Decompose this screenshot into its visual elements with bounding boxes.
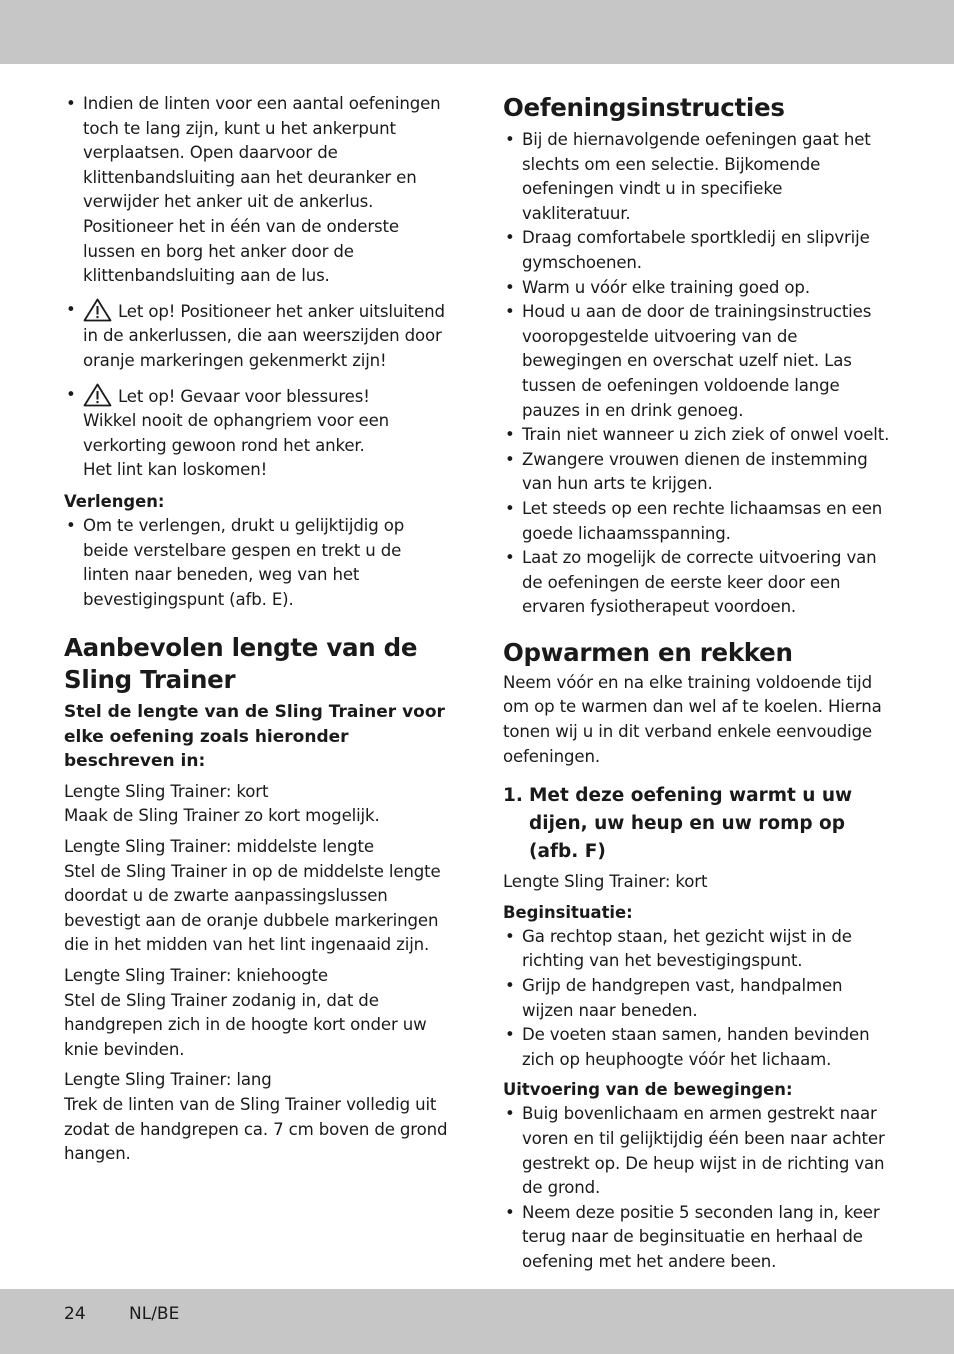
exercise-title-text: Met deze oefening warmt u uw dijen, uw heup en uw romp op (afb. F)	[529, 785, 853, 863]
anchor-bullets	[64, 92, 448, 289]
list-item: • Om te verlengen, drukt u gelijktijdig op beide verstelbare gespen en trekt u de linten naar beneden, weg van het bevestigingspunt (afb. E).	[64, 514, 448, 612]
exercise-length: Lengte Sling Trainer: kort	[503, 872, 708, 892]
list-item: • Laat zo mogelijk de correcte uitvoering van de oefeningen de eerste keer door een ervaren fysiotherapeut voordoen.	[503, 546, 895, 620]
length-label: Lengte Sling Trainer: kort	[64, 781, 269, 801]
list-item: • Bij de hiernavolgende oefeningen gaat het slechts om een selectie. Bijkomende oefeningen vindt u in specifieke vakliteratuur.	[503, 128, 895, 226]
verlengen-bullets	[64, 514, 448, 612]
section-title-instructions: Oefeningsinstructies	[503, 93, 785, 122]
warning-line-1: Let op! Gevaar voor blessures!	[118, 386, 370, 406]
list-item: • Neem deze positie 5 seconden lang in, keer terug naar de beginsituatie en herhaal de oefening met het andere been.	[503, 1201, 895, 1275]
list-item: • Houd u aan de door de trainingsinstructies vooropgestelde uitvoering van de bewegingen en overschat uzelf niet. Las tussen de oefeningen voldoende lange pauzes in en drink genoeg.	[503, 300, 895, 423]
warning-triangle-icon	[83, 298, 112, 322]
list-item: • Train niet wanneer u zich ziek of onwel voelt.	[503, 423, 895, 448]
length-block-knee	[64, 964, 448, 1062]
warning-list	[64, 298, 448, 374]
list-item: • Draag comfortabele sportkledij en slipvrije gymschoenen.	[503, 226, 895, 275]
section-title-warmup: Opwarmen en rekken	[503, 637, 793, 667]
verlengen-heading: Verlengen:	[64, 491, 165, 511]
warning-line-2: Wikkel nooit de ophangriem voor een verkorting gewoon rond het anker.	[83, 411, 390, 455]
length-text: Maak de Sling Trainer zo kort mogelijk.	[64, 806, 380, 826]
warning-item-1	[64, 298, 448, 374]
length-label: Lengte Sling Trainer: lang	[64, 1070, 272, 1090]
right-column	[503, 92, 895, 1275]
warning-line-3: Het lint kan loskomen!	[83, 460, 268, 480]
list-item: • Warm u vóór elke training goed op.	[503, 276, 895, 301]
instructions-bullets	[503, 128, 895, 620]
exercise-number: 1.	[503, 785, 523, 807]
list-item: • Indien de linten voor een aantal oefeningen toch te lang zijn, kunt u het ankerpunt verplaatsen. Open daarvoor de klittenbandsluiting aan het deuranker en verwijder het anker uit de ankerlus. Positioneer het in één van de onderste lussen en borg het anker door de klittenbandsluiting aan de lus.	[64, 92, 448, 289]
section-lead: Stel de lengte van de Sling Trainer voor elke oefening zoals hieronder beschreven in:	[64, 702, 445, 772]
language-code: NL/BE	[129, 1304, 180, 1324]
list-item: • Zwangere vrouwen dienen de instemming van hun arts te krijgen.	[503, 448, 895, 497]
start-bullets	[503, 925, 895, 1073]
length-block-short	[64, 780, 448, 829]
exercise-title	[503, 782, 895, 866]
list-item: • Grijp de handgrepen vast, handpalmen wijzen naar beneden.	[503, 974, 895, 1023]
warmup-text: Neem vóór en na elke training voldoende tijd om op te warmen dan wel af te koelen. Hierna tonen wij u in dit verband enkele eenvoudige oefeningen.	[503, 672, 882, 766]
list-item: • Let steeds op een rechte lichaamsas en een goede lichaamsspanning.	[503, 497, 895, 546]
list-item: • Buig bovenlichaam en armen gestrekt naar voren en til gelijktijdig één been naar achter gestrekt op. De heup wijst in de richting van de grond.	[503, 1102, 895, 1200]
warning-item-2	[64, 383, 448, 483]
left-column	[64, 92, 448, 1167]
length-block-middle	[64, 835, 448, 958]
exec-heading: Uitvoering van de bewegingen:	[503, 1080, 793, 1100]
length-text: Stel de Sling Trainer in op de middelste lengte doordat u de zwarte aanpassingslussen bevestigt aan de oranje dubbele markeringen die in het midden van het lint ingenaaid zijn.	[64, 861, 441, 955]
length-label: Lengte Sling Trainer: kniehoogte	[64, 965, 328, 985]
list-item: • Ga rechtop staan, het gezicht wijst in de richting van het bevestigingspunt.	[503, 925, 895, 974]
list-item: • De voeten staan samen, handen bevinden zich op heuphoogte vóór het lichaam.	[503, 1023, 895, 1072]
header-bar	[0, 0, 954, 64]
length-label: Lengte Sling Trainer: middelste lengte	[64, 836, 374, 856]
start-heading: Beginsituatie:	[503, 902, 633, 922]
length-block-long	[64, 1068, 448, 1166]
page-number: 24	[64, 1304, 86, 1324]
length-text: Trek de linten van de Sling Trainer volledig uit zodat de handgrepen ca. 7 cm boven de grond hangen.	[64, 1094, 448, 1164]
section-title-length: Aanbevolen lengte van de Sling Trainer	[64, 633, 418, 695]
warning-text-1: Let op! Positioneer het anker uitsluitend in de ankerlussen, die aan weerszijden door oranje markeringen gekenmerkt zijn!	[83, 301, 445, 370]
length-text: Stel de Sling Trainer zodanig in, dat de handgrepen zich in de hoogte kort onder uw knie bevinden.	[64, 990, 427, 1059]
warning-list-2	[64, 383, 448, 483]
warning-triangle-icon	[83, 383, 112, 407]
exec-bullets	[503, 1102, 895, 1274]
